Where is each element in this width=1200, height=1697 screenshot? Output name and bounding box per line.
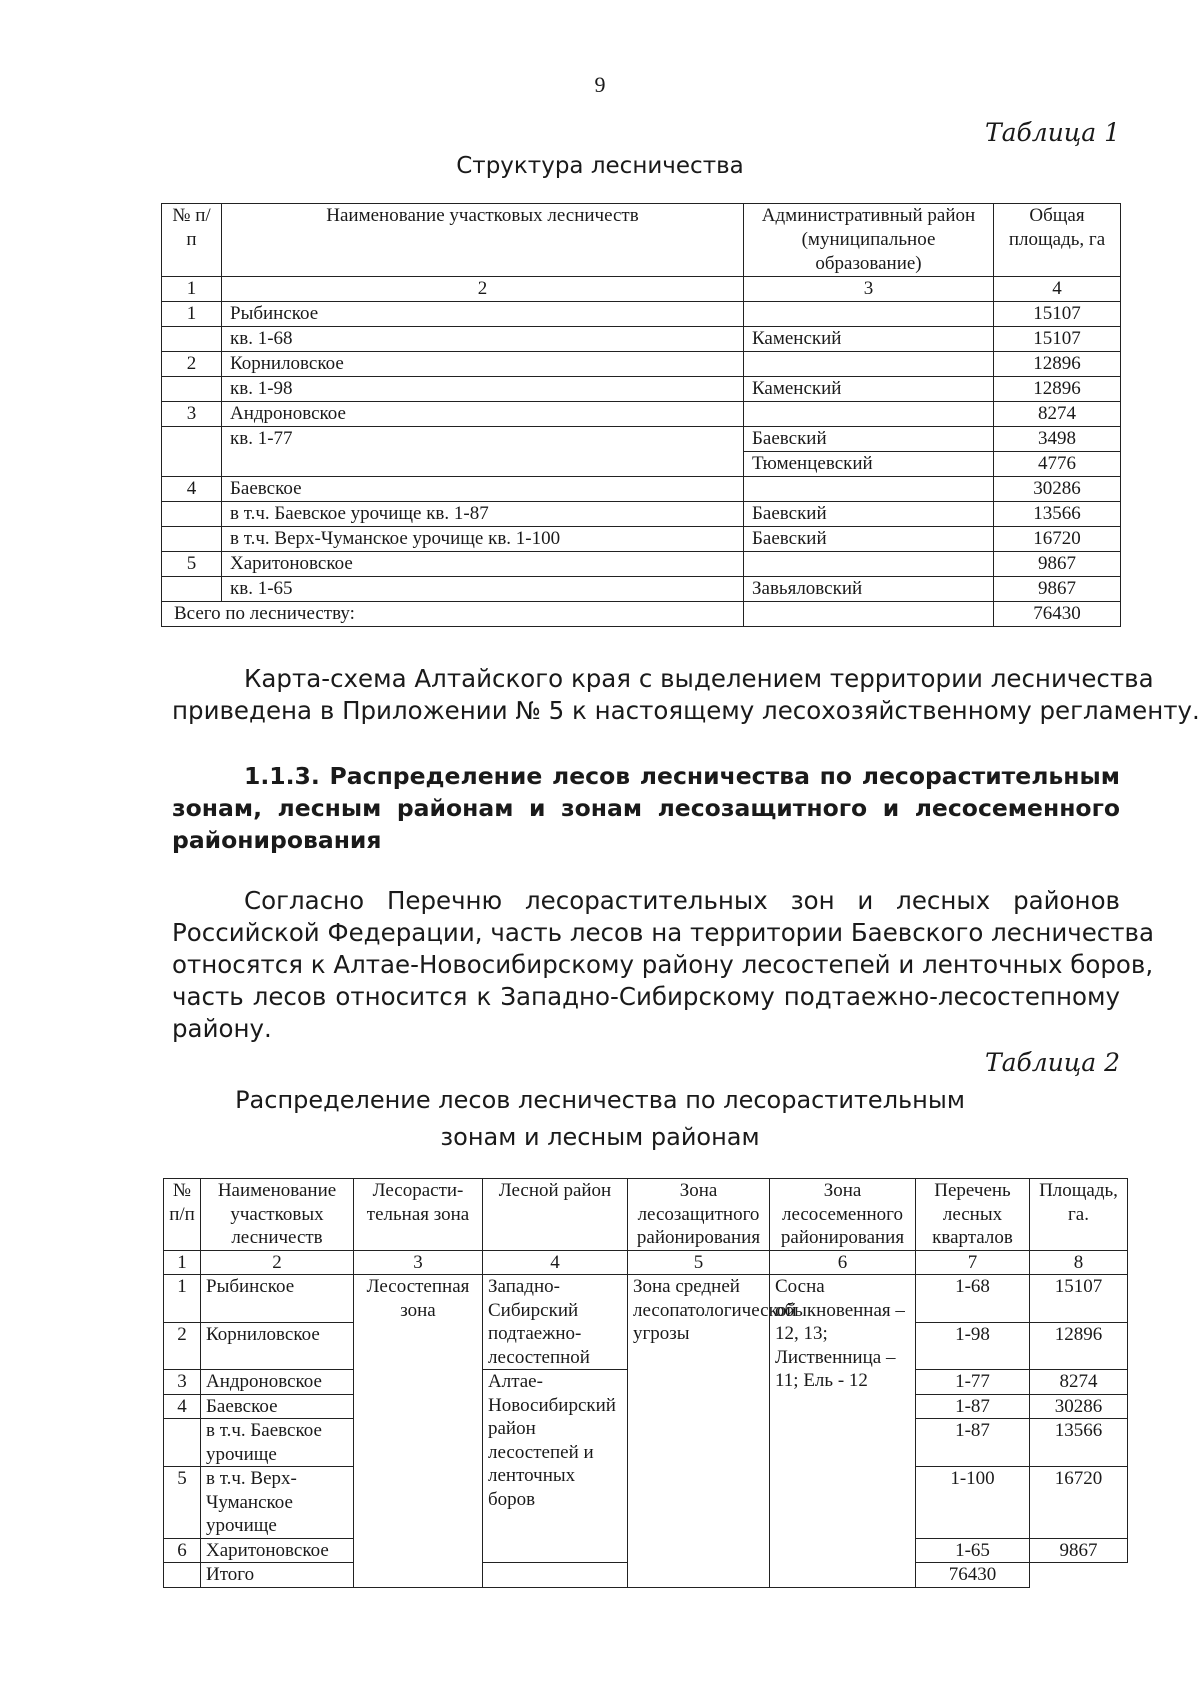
cell-number: 3 [164, 1370, 201, 1395]
cell-area: 16720 [994, 527, 1121, 552]
cell-area: 8274 [994, 402, 1121, 427]
paragraph-line: Согласно Перечню лесорастительных зон и лесных районов [244, 886, 1120, 915]
table-header-row [162, 204, 1121, 277]
column-number: 1 [162, 277, 222, 302]
cell-quarters: 1-65 [916, 1538, 1030, 1563]
cell-quarters: 1-68 [916, 1275, 1030, 1323]
column-number: 5 [628, 1250, 770, 1275]
table2-label: Таблица 2 [984, 1048, 1120, 1077]
header-cell: Зона лесозащитного районирования [628, 1179, 770, 1251]
header-cell: Лесной район [483, 1179, 628, 1251]
cell-name: кв. 1-77 [222, 427, 744, 477]
cell-quarters: 1-87 [916, 1394, 1030, 1419]
cell-name: Харитоновское [201, 1538, 354, 1563]
column-number: 2 [201, 1250, 354, 1275]
header-cell: Зона лесосеменного районирования [770, 1179, 916, 1251]
cell-district: Баевский [744, 427, 994, 452]
cell-area: 15107 [994, 302, 1121, 327]
table-row [162, 502, 1121, 527]
table-row [162, 302, 1121, 327]
table-row [164, 1275, 1128, 1323]
empty-cell [164, 1563, 201, 1588]
table2-title-line: зонам и лесным районам [440, 1123, 760, 1151]
cell-number [162, 427, 222, 477]
cell-name: Харитоновское [222, 552, 744, 577]
cell-number [162, 577, 222, 602]
cell-area: 4776 [994, 452, 1121, 477]
cell-district [744, 552, 994, 577]
heading-line: зонам, лесным районам и зонам лесозащитного и лесосеменного [172, 794, 1120, 822]
cell-forest-district: Алтае-Новосибирский район лесостепей и ленточных боров [483, 1370, 628, 1563]
cell-area: 8274 [1030, 1370, 1128, 1395]
cell-number: 4 [164, 1394, 201, 1419]
cell-name: Корниловское [222, 352, 744, 377]
table-row [162, 527, 1121, 552]
cell-protection-zone: Зона средней лесопатологической угрозы [628, 1275, 770, 1588]
empty-cell [483, 1563, 628, 1588]
column-number: 8 [1030, 1250, 1128, 1275]
column-number: 3 [354, 1250, 483, 1275]
cell-name: Баевское [201, 1394, 354, 1419]
table-row [162, 352, 1121, 377]
cell-quarters: 1-87 [916, 1419, 1030, 1467]
header-cell: № п/п [162, 204, 222, 277]
column-number: 6 [770, 1250, 916, 1275]
cell-number: 5 [164, 1467, 201, 1539]
cell-name: в т.ч. Баевское урочище кв. 1-87 [222, 502, 744, 527]
cell-area: 9867 [994, 552, 1121, 577]
cell-name: Андроновское [201, 1370, 354, 1395]
cell-area: 30286 [994, 477, 1121, 502]
cell-area: 16720 [1030, 1467, 1128, 1539]
column-number-row [162, 277, 1121, 302]
cell-area: 12896 [994, 377, 1121, 402]
cell-area: 12896 [1030, 1322, 1128, 1370]
total-label: Итого [201, 1563, 354, 1588]
paragraph-line: относятся к Алтае-Новосибирскому району лесостепей и ленточных боров, [172, 950, 1154, 979]
cell-number [164, 1419, 201, 1467]
cell-number: 2 [164, 1322, 201, 1370]
cell-number: 2 [162, 352, 222, 377]
table-row [162, 402, 1121, 427]
column-number: 3 [744, 277, 994, 302]
table-row [162, 427, 1121, 452]
cell-area: 15107 [1030, 1275, 1128, 1323]
cell-district [744, 352, 994, 377]
cell-number [162, 327, 222, 352]
cell-forest-zone: Лесостепная зона [354, 1275, 483, 1588]
paragraph-line: приведена в Приложении № 5 к настоящему лесохозяйственному регламенту. [172, 696, 1200, 725]
cell-district: Баевский [744, 502, 994, 527]
total-label: Всего по лесничеству: [162, 602, 744, 627]
cell-area: 13566 [994, 502, 1121, 527]
cell-district [744, 402, 994, 427]
page-number: 9 [594, 72, 606, 97]
header-cell: Площадь, га. [1030, 1179, 1128, 1251]
cell-name: Корниловское [201, 1322, 354, 1370]
cell-name: в т.ч. Верх-Чуманское урочище кв. 1-100 [222, 527, 744, 552]
cell-district: Баевский [744, 527, 994, 552]
map-reference-paragraph [172, 663, 1200, 729]
cell-area: 13566 [1030, 1419, 1128, 1467]
cell-area: 9867 [994, 577, 1121, 602]
cell-number [162, 377, 222, 402]
cell-district [744, 302, 994, 327]
cell-number: 4 [162, 477, 222, 502]
paragraph-line: Российской Федерации, часть лесов на территории Баевского лесничества [172, 918, 1154, 947]
cell-name: кв. 1-98 [222, 377, 744, 402]
cell-area: 30286 [1030, 1394, 1128, 1419]
cell-district: Тюменцевский [744, 452, 994, 477]
header-cell: № п/п [164, 1179, 201, 1251]
cell-name: Баевское [222, 477, 744, 502]
total-value: 76430 [916, 1563, 1030, 1588]
zones-paragraph [172, 885, 1154, 1045]
header-cell: Лесорасти-тельная зона [354, 1179, 483, 1251]
section-heading [172, 760, 1120, 856]
table1-label: Таблица 1 [984, 118, 1120, 147]
cell-number: 6 [164, 1538, 201, 1563]
header-cell: Наименование участковых лесничеств [201, 1179, 354, 1251]
table2-title-line: Распределение лесов лесничества по лесорастительным [235, 1086, 965, 1114]
cell-area: 15107 [994, 327, 1121, 352]
total-value: 76430 [994, 602, 1121, 627]
cell-area: 9867 [1030, 1538, 1128, 1563]
cell-district: Каменский [744, 377, 994, 402]
column-number-row [164, 1250, 1128, 1275]
column-number: 2 [222, 277, 744, 302]
header-cell: Перечень лесных кварталов [916, 1179, 1030, 1251]
table-header-row [164, 1179, 1128, 1251]
cell-district: Каменский [744, 327, 994, 352]
cell-number: 1 [162, 302, 222, 327]
cell-district: Завьяловский [744, 577, 994, 602]
header-cell: Наименование участковых лесничеств [222, 204, 744, 277]
table-row [162, 552, 1121, 577]
cell-area: 3498 [994, 427, 1121, 452]
header-cell: Административный район (муниципальное образование) [744, 204, 994, 277]
cell-quarters: 1-100 [916, 1467, 1030, 1539]
paragraph-line: часть лесов относится к Западно-Сибирскому подтаежно-лесостепному [172, 982, 1120, 1011]
header-cell: Общая площадь, га [994, 204, 1121, 277]
cell-name: Андроновское [222, 402, 744, 427]
table-row [162, 327, 1121, 352]
paragraph-line: району. [172, 1014, 272, 1043]
cell-name: кв. 1-65 [222, 577, 744, 602]
cell-district [744, 477, 994, 502]
forest-zones-table [163, 1178, 1128, 1588]
cell-number: 5 [162, 552, 222, 577]
empty-cell [744, 602, 994, 627]
table1-title: Структура лесничества [456, 153, 744, 179]
cell-quarters: 1-77 [916, 1370, 1030, 1395]
cell-name: в т.ч. Баевское урочище [201, 1419, 354, 1467]
cell-number: 1 [164, 1275, 201, 1323]
heading-line: 1.1.3. Распределение лесов лесничества по лесорастительным [244, 762, 1120, 790]
column-number: 4 [483, 1250, 628, 1275]
cell-name: в т.ч. Верх-Чуманское урочище [201, 1467, 354, 1539]
paragraph-line: Карта-схема Алтайского края с выделением территории лесничества [244, 664, 1154, 693]
column-number: 7 [916, 1250, 1030, 1275]
column-number: 4 [994, 277, 1121, 302]
cell-number: 3 [162, 402, 222, 427]
column-number: 1 [164, 1250, 201, 1275]
cell-number [162, 502, 222, 527]
heading-line: районирования [172, 826, 382, 854]
cell-forest-district: Западно-Сибирский подтаежно-лесостепной [483, 1275, 628, 1370]
cell-quarters: 1-98 [916, 1322, 1030, 1370]
cell-number [162, 527, 222, 552]
cell-name: кв. 1-68 [222, 327, 744, 352]
table-row [162, 477, 1121, 502]
total-row [162, 602, 1121, 627]
cell-seed-zone: Сосна обыкновенная – 12, 13; Лиственница – 11; Ель - 12 [770, 1275, 916, 1588]
table-row [162, 377, 1121, 402]
cell-name: Рыбинское [201, 1275, 354, 1323]
forestry-structure-table [161, 203, 1121, 627]
cell-area: 12896 [994, 352, 1121, 377]
table-row [162, 577, 1121, 602]
cell-name: Рыбинское [222, 302, 744, 327]
